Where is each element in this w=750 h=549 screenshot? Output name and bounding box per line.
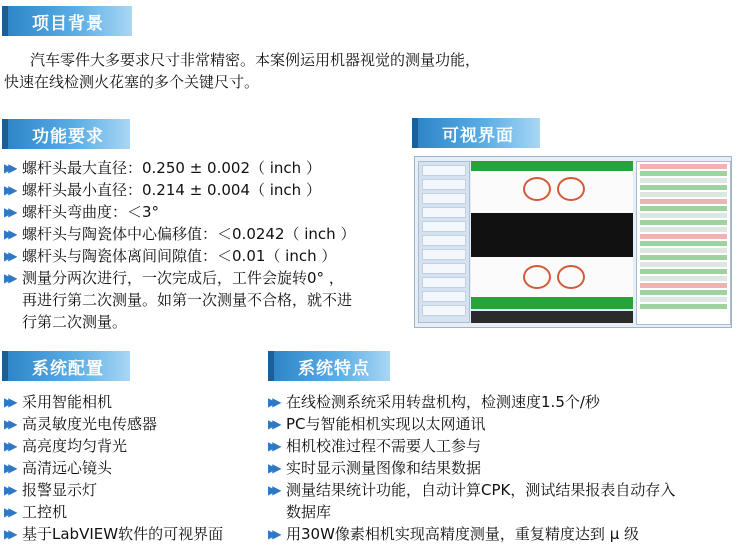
list-item-continuation: 数据库: [286, 503, 332, 521]
double-chevron-right-icon: ▶▶: [268, 417, 277, 431]
double-chevron-right-icon: ▶▶: [268, 527, 277, 541]
list-item: ▶▶ 螺杆头与陶瓷体离间间隙值：＜0.01（ inch ）: [4, 247, 337, 265]
double-chevron-right-icon: ▶▶: [4, 527, 13, 541]
features-list: [268, 391, 748, 545]
double-chevron-right-icon: ▶▶: [4, 227, 13, 241]
section-heading-config: 系统配置: [2, 351, 130, 381]
double-chevron-right-icon: ▶▶: [4, 505, 13, 519]
double-chevron-right-icon: ▶▶: [4, 439, 13, 453]
double-chevron-right-icon: ▶▶: [268, 483, 277, 497]
functions-list: [4, 157, 414, 333]
double-chevron-right-icon: ▶▶: [4, 249, 13, 263]
list-item: ▶▶ 高灵敏度光电传感器: [4, 415, 158, 433]
double-chevron-right-icon: ▶▶: [4, 417, 13, 431]
list-item: ▶▶ 高清远心镜头: [4, 459, 113, 477]
list-item: ▶▶ 采用智能相机: [4, 393, 113, 411]
list-item: ▶▶ 相机校准过程不需要人工参与: [268, 437, 482, 455]
labview-interface-screenshot: [414, 156, 732, 328]
list-item-continuation: 再进行第二次测量。如第一次测量不合格，就不进: [22, 291, 353, 309]
list-item: ▶▶ 螺杆头最小直径：0.214 ± 0.004（ inch ）: [4, 181, 321, 199]
section-heading-background: 项目背景: [2, 6, 132, 36]
double-chevron-right-icon: ▶▶: [268, 461, 277, 475]
section-heading-features: 系统特点: [268, 351, 390, 381]
list-item: ▶▶ 螺杆头弯曲度：＜3°: [4, 203, 160, 221]
double-chevron-right-icon: ▶▶: [268, 439, 277, 453]
list-item: ▶▶ 基于LabVIEW软件的可视界面: [4, 525, 224, 543]
list-item: ▶▶ 螺杆头与陶瓷体中心偏移值：＜0.0242（ inch ）: [4, 225, 356, 243]
background-line-2: 快速在线检测火花塞的多个关键尺寸。: [4, 73, 260, 91]
background-line-1: 汽车零件大多要求尺寸非常精密。本案例运用机器视觉的测量功能，: [30, 51, 481, 69]
list-item: ▶▶ 高亮度均匀背光: [4, 437, 128, 455]
list-item: ▶▶ 测量结果统计功能，自动计算CPK，测试结果报表自动存入: [268, 481, 676, 499]
double-chevron-right-icon: ▶▶: [4, 483, 13, 497]
double-chevron-right-icon: ▶▶: [4, 205, 13, 219]
screenshot-bottom-bar: [471, 311, 633, 323]
section-heading-visual: 可视界面: [412, 118, 540, 148]
double-chevron-right-icon: ▶▶: [4, 271, 13, 285]
list-item: ▶▶ 报警显示灯: [4, 481, 98, 499]
list-item: ▶▶ 实时显示测量图像和结果数据: [268, 459, 482, 477]
list-item: ▶▶ 测量分两次进行，一次完成后，工件会旋转0° ，: [4, 269, 344, 287]
config-list: [4, 391, 264, 545]
list-item: ▶▶ 在线检测系统采用转盘机构，检测速度1.5个/秒: [268, 393, 600, 411]
list-item: ▶▶ 用30W像素相机实现高精度测量，重复精度达到 μ 级: [268, 525, 640, 543]
double-chevron-right-icon: ▶▶: [268, 395, 277, 409]
double-chevron-right-icon: ▶▶: [4, 183, 13, 197]
double-chevron-right-icon: ▶▶: [4, 395, 13, 409]
list-item: ▶▶ 螺杆头最大直径：0.250 ± 0.002（ inch ）: [4, 159, 321, 177]
section-heading-functions: 功能要求: [2, 119, 130, 149]
screenshot-camera-view: [471, 161, 633, 309]
list-item-continuation: 行第二次测量。: [22, 313, 128, 331]
screenshot-results-pane: [636, 161, 731, 325]
double-chevron-right-icon: ▶▶: [4, 161, 13, 175]
screenshot-left-pane: [418, 161, 470, 323]
list-item: ▶▶ 工控机: [4, 503, 68, 521]
double-chevron-right-icon: ▶▶: [4, 461, 13, 475]
list-item: ▶▶ PC与智能相机实现以太网通讯: [268, 415, 486, 433]
